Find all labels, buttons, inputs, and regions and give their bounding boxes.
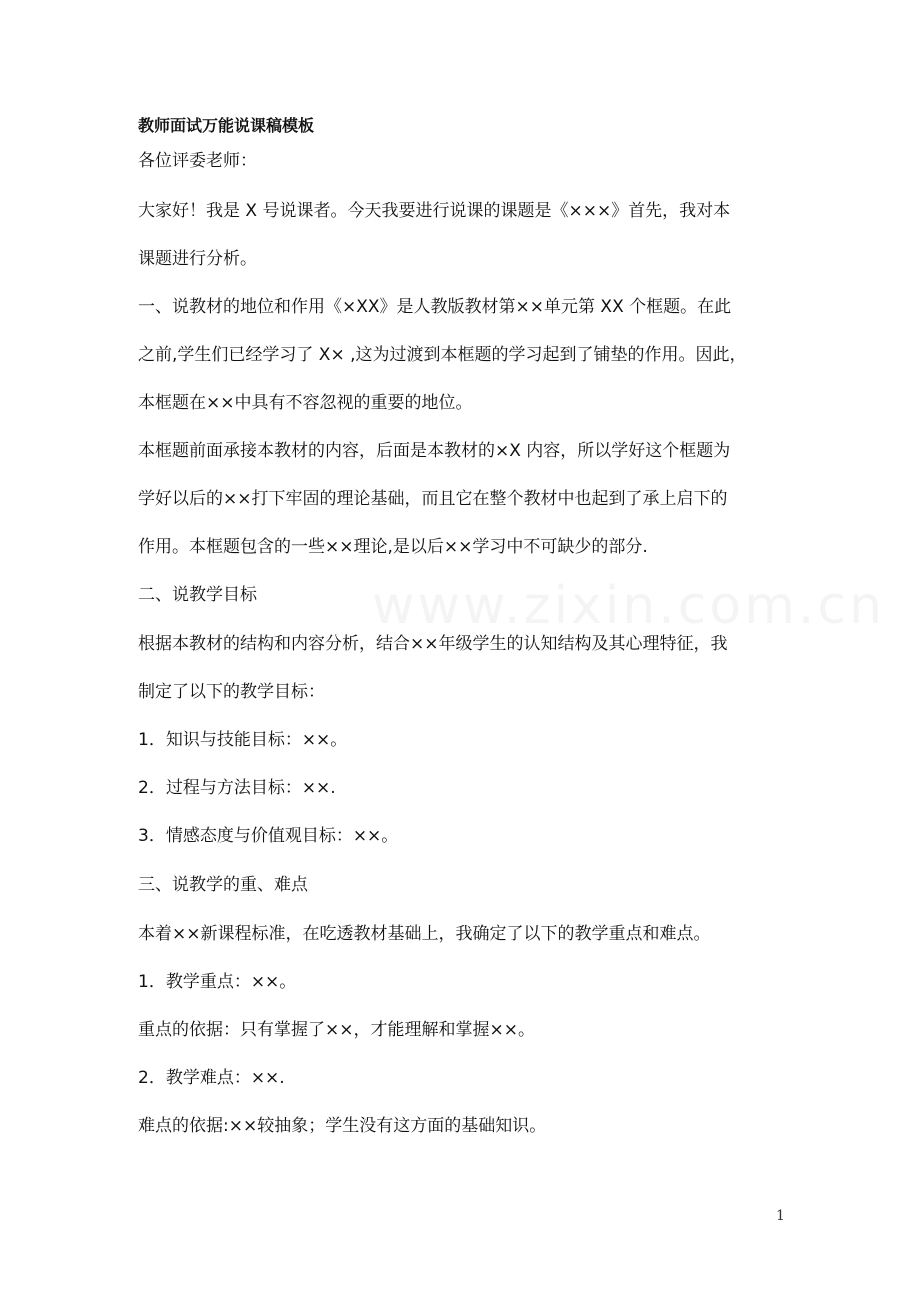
section-heading-3: 三、说教学的重、难点 — [138, 875, 308, 895]
text-line-11: 根据本教材的结构和内容分析，结合××年级学生的认知结构及其心理特征，我 — [138, 634, 728, 654]
list-item-knowledge: 1．知识与技能目标：××。 — [138, 730, 348, 750]
text-line-12: 制定了以下的教学目标： — [138, 682, 325, 702]
text-line-9: 作用。本框题包含的一些××理论,是以后××学习中不可缺少的部分. — [138, 537, 648, 557]
page-number: 1 — [776, 1208, 785, 1224]
list-item-difficult-point: 2．教学难点：××. — [138, 1068, 285, 1088]
text-line-5: 之前,学生们已经学习了 X× ,这为过渡到本框题的学习起到了铺垫的作用。因此， — [138, 345, 747, 365]
document-title: 教师面试万能说课稿模板 — [138, 116, 315, 135]
text-line-7: 本框题前面承接本教材的内容，后面是本教材的×X 内容，所以学好这个框题为 — [138, 441, 731, 461]
watermark — [372, 576, 885, 636]
text-line-19: 重点的依据：只有掌握了××，才能理解和掌握××。 — [138, 1020, 535, 1040]
list-item-attitude: 3．情感态度与价值观目标：××。 — [138, 826, 399, 846]
text-line-17: 本着××新课程标准，在吃透教材基础上，我确定了以下的教学重点和难点。 — [138, 924, 711, 944]
section-heading-2: 二、说教学目标 — [138, 585, 257, 605]
list-item-process: 2．过程与方法目标：××. — [138, 778, 336, 798]
text-line-4: 一、说教材的地位和作用《×XX》是人教版教材第××单元第 XX 个框题。在此 — [138, 297, 732, 317]
text-line-6: 本框题在××中具有不容忽视的重要的地位。 — [138, 393, 473, 413]
text-line-2: 大家好！我是 X 号说课者。今天我要进行说课的课题是《×××》首先，我对本 — [138, 201, 731, 221]
text-line-21: 难点的依据:××较抽象；学生没有这方面的基础知识。 — [138, 1116, 547, 1136]
list-item-key-point: 1．教学重点：××。 — [138, 972, 297, 992]
text-line-1: 各位评委老师： — [138, 151, 257, 171]
text-line-3: 课题进行分析。 — [138, 249, 257, 269]
text-line-8: 学好以后的××打下牢固的理论基础，而且它在整个教材中也起到了承上启下的 — [138, 489, 728, 509]
